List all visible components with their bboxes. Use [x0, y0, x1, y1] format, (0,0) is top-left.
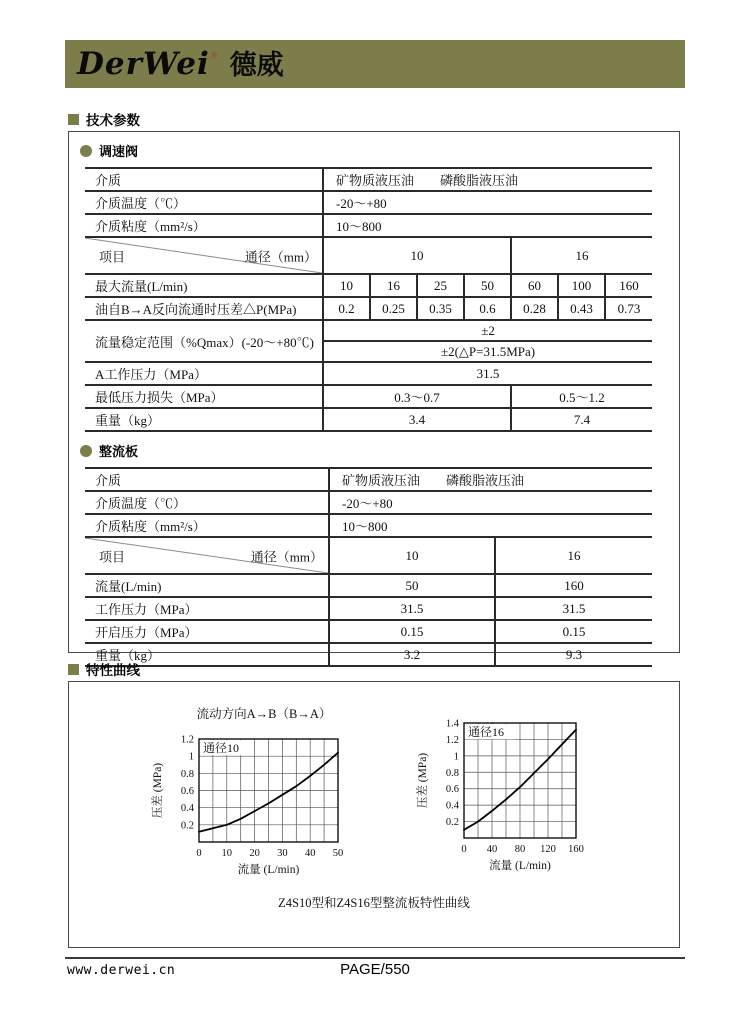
square-bullet-icon: [68, 664, 79, 675]
curves-box: [68, 681, 680, 948]
chart-diameter-16: [404, 711, 614, 891]
svg-text:1: 1: [453, 751, 459, 763]
table-cell: 最大流量(L/min): [85, 274, 323, 297]
table-cell: 25: [417, 274, 464, 297]
derwei-logo: [77, 45, 284, 82]
table-cell: 0.35: [417, 297, 464, 320]
line-chart-svg: [404, 711, 614, 886]
table-row: [85, 385, 652, 408]
table-cell: 16: [370, 274, 417, 297]
table-cell: 60: [511, 274, 558, 297]
table-cell: 介质温度（℃）: [85, 491, 329, 514]
section-heading-curves: [68, 659, 140, 679]
svg-text:通径16: 通径16: [468, 725, 505, 739]
table-cell: 矿物质液压油 磷酸脂液压油: [329, 468, 652, 491]
svg-text:0.4: 0.4: [445, 800, 459, 812]
svg-text:0.2: 0.2: [180, 820, 194, 832]
table-cell: -20～+80: [329, 491, 652, 514]
table-row: [85, 362, 652, 385]
table-cell: 3.2: [329, 643, 495, 666]
flow-direction-title: 流动方向A→B（B→A）: [196, 707, 332, 721]
table-cell: ±2(△P=31.5MPa): [323, 341, 652, 362]
table-cell: 0.73: [605, 297, 652, 320]
table-row: [85, 297, 652, 320]
circle-bullet-icon: [80, 445, 92, 457]
table-cell: 50: [329, 574, 495, 597]
footer-page-number: PAGE/550: [340, 961, 410, 978]
table-cell: 流量稳定范围（%Qmax）(-20～+80℃): [85, 320, 323, 362]
table-cell: 10: [329, 537, 495, 574]
table-cell: 0.28: [511, 297, 558, 320]
registered-trademark-icon: ®: [210, 49, 218, 60]
table-cell: 31.5: [323, 362, 652, 385]
table-cell: A工作压力（MPa）: [85, 362, 323, 385]
table-row: [85, 320, 652, 341]
svg-text:压差 (MPa): 压差 (MPa): [152, 762, 164, 819]
table-row: [85, 214, 652, 237]
svg-text:30: 30: [277, 848, 288, 859]
diagonal-header-cell: [85, 237, 323, 274]
section-heading-label: 特性曲线: [86, 663, 140, 678]
diag-left-label: 项目: [99, 549, 126, 564]
subheading-rectifier: [80, 441, 679, 460]
svg-text:通径10: 通径10: [203, 741, 240, 755]
table-row: [85, 237, 652, 274]
tech-params-box: [68, 131, 680, 663]
table-cell: 160: [605, 274, 652, 297]
table-cell: 0.6: [464, 297, 511, 320]
table-row: [85, 408, 652, 431]
table-row: [85, 168, 652, 191]
subheading-label: 调速阀: [99, 144, 139, 159]
table-cell: 16: [495, 537, 652, 574]
diag-right-label: 通径（mm）: [244, 249, 317, 264]
table-cell: 工作压力（MPa）: [85, 597, 329, 620]
svg-text:40: 40: [486, 844, 498, 855]
svg-text:0.6: 0.6: [445, 784, 459, 796]
table-cell: 50: [464, 274, 511, 297]
table-cell: 0.5～1.2: [511, 385, 652, 408]
table-row: [85, 191, 652, 214]
table-cell: 最低压力损失（MPa）: [85, 385, 323, 408]
svg-text:80: 80: [514, 844, 526, 855]
table-row: [85, 468, 652, 491]
svg-text:1.2: 1.2: [445, 734, 459, 746]
section-heading-label: 技术参数: [86, 113, 140, 128]
table-cell: 16: [511, 237, 652, 274]
table-cell: 开启压力（MPa）: [85, 620, 329, 643]
diagonal-header-cell: [85, 537, 329, 574]
table-cell: 10～800: [323, 214, 652, 237]
svg-text:1.4: 1.4: [445, 718, 459, 730]
svg-text:20: 20: [249, 848, 260, 859]
svg-text:0.4: 0.4: [180, 803, 194, 815]
square-bullet-icon: [68, 114, 79, 125]
table-cell: 矿物质液压油 磷酸脂液压油: [323, 168, 652, 191]
svg-text:0: 0: [461, 844, 467, 855]
svg-text:0.8: 0.8: [445, 767, 459, 779]
table-cell: 重量（kg）: [85, 643, 329, 666]
footer-website: www.derwei.cn: [67, 963, 176, 978]
diag-right-label: 通径（mm）: [250, 549, 323, 564]
table-cell: 10: [323, 237, 511, 274]
svg-text:0: 0: [196, 848, 202, 859]
data-table: [85, 167, 652, 432]
table-cell: 0.15: [329, 620, 495, 643]
svg-text:1: 1: [188, 751, 194, 763]
brand-header: [65, 40, 685, 88]
table-cell: 31.5: [495, 597, 652, 620]
table-cell: 31.5: [329, 597, 495, 620]
table-cell: 流量(L/min): [85, 574, 329, 597]
table-cell: 3.4: [323, 408, 511, 431]
table-cell: 介质粘度（mm²/s）: [85, 214, 323, 237]
table-row: [85, 537, 652, 574]
table-cell: 160: [495, 574, 652, 597]
subheading-label: 整流板: [99, 444, 139, 459]
footer-divider: [65, 957, 685, 959]
svg-text:流量 (L/min): 流量 (L/min): [237, 864, 300, 876]
table-cell: ±2: [323, 320, 652, 341]
table-row: [85, 574, 652, 597]
table-cell: 7.4: [511, 408, 652, 431]
table-cell: -20～+80: [323, 191, 652, 214]
svg-text:流量 (L/min): 流量 (L/min): [489, 860, 551, 872]
svg-text:50: 50: [332, 848, 344, 859]
line-chart-svg: [139, 727, 364, 887]
table-cell: 0.43: [558, 297, 605, 320]
table-row: [85, 620, 652, 643]
table-cell: 10～800: [329, 514, 652, 537]
section-heading-tech-params: [68, 109, 140, 129]
logo-latin-text: DerWei: [77, 45, 210, 82]
table-cell: 0.3～0.7: [323, 385, 511, 408]
table-row: [85, 491, 652, 514]
chart-diameter-10: [139, 727, 364, 892]
table-row: [85, 274, 652, 297]
svg-text:0.8: 0.8: [180, 768, 194, 780]
svg-text:160: 160: [568, 844, 584, 855]
circle-bullet-icon: [80, 145, 92, 157]
subheading-speed-valve: [80, 141, 679, 160]
table-cell: 0.2: [323, 297, 370, 320]
chart-caption: Z4S10型和Z4S16型整流板特性曲线: [278, 896, 470, 910]
table-row: [85, 643, 652, 666]
svg-text:0.2: 0.2: [445, 817, 459, 829]
table-cell: 介质: [85, 468, 329, 491]
svg-text:10: 10: [221, 848, 233, 859]
table-row: [85, 514, 652, 537]
svg-text:0.6: 0.6: [180, 786, 194, 797]
table-cell: 0.15: [495, 620, 652, 643]
table-cell: 100: [558, 274, 605, 297]
table-cell: 介质温度（℃）: [85, 191, 323, 214]
logo-chinese-text: 德威: [229, 49, 284, 81]
table-cell: 9.3: [495, 643, 652, 666]
table-cell: 介质: [85, 168, 323, 191]
table-cell: 重量（kg）: [85, 408, 323, 431]
rectifier-table: [85, 467, 679, 667]
svg-text:1.2: 1.2: [180, 734, 194, 746]
speed-valve-table: [85, 167, 679, 432]
table-row: [85, 597, 652, 620]
table-cell: 10: [323, 274, 370, 297]
table-cell: 油自B→A反向流通时压差△P(MPa): [85, 297, 323, 320]
table-cell: 介质粘度（mm²/s）: [85, 514, 329, 537]
table-cell: 0.25: [370, 297, 417, 320]
svg-text:120: 120: [540, 844, 556, 855]
svg-text:压差 (MPa): 压差 (MPa): [417, 752, 429, 809]
svg-text:40: 40: [304, 848, 316, 859]
diag-left-label: 项目: [99, 249, 126, 264]
data-table: [85, 467, 652, 667]
